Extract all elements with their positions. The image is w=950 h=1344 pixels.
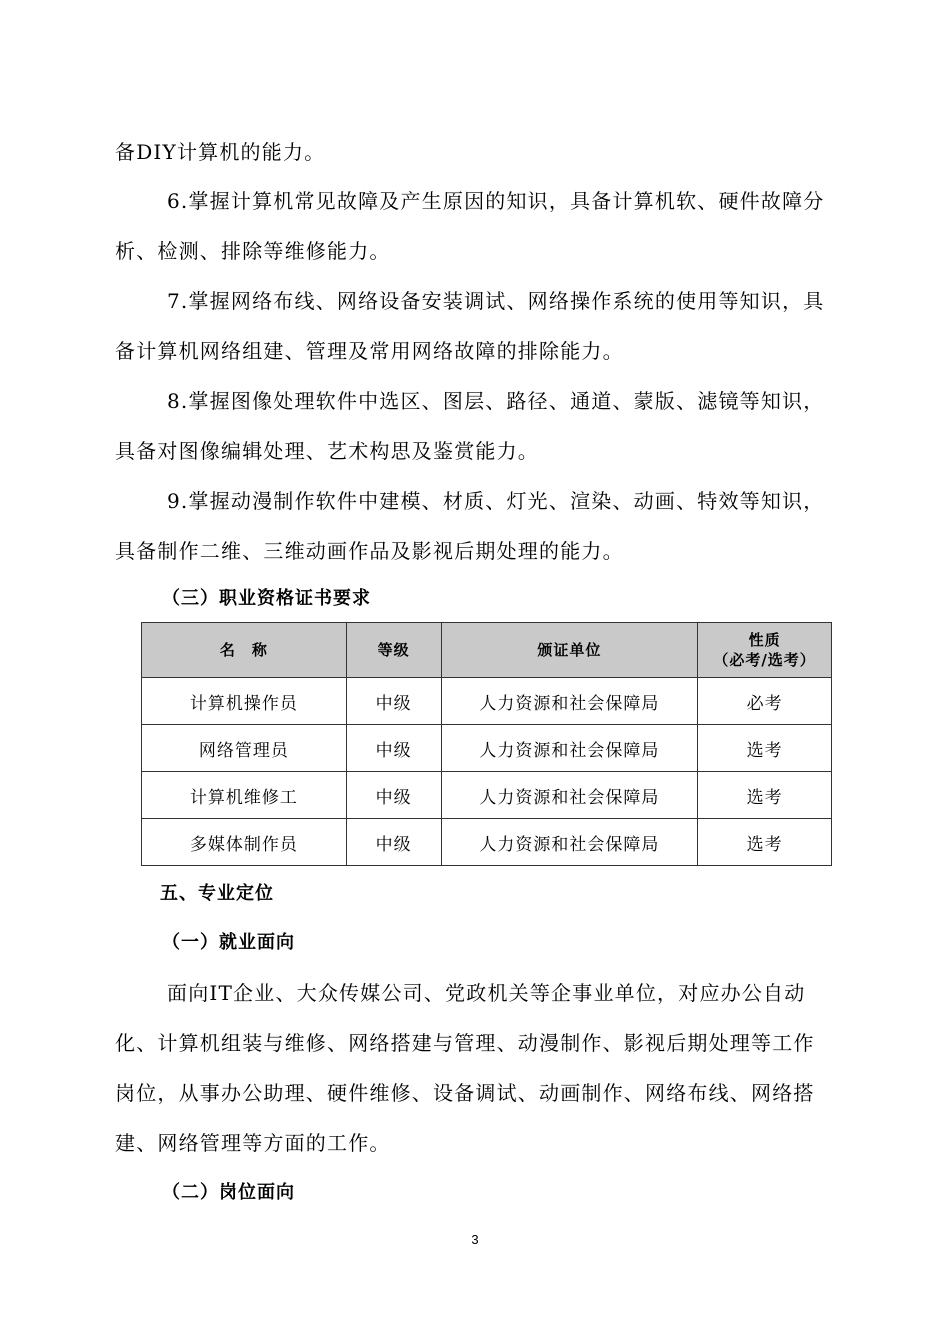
section-5-heading: 五、专业定位 bbox=[160, 883, 274, 904]
paragraph-7-line-2: 备计算机网络组建、管理及常用网络故障的排除能力。 bbox=[115, 339, 624, 363]
cell-issuer: 人力资源和社会保障局 bbox=[441, 725, 698, 772]
header-name: 名 称 bbox=[142, 623, 347, 678]
cell-level: 中级 bbox=[346, 819, 441, 866]
position-heading: （二）岗位面向 bbox=[162, 1182, 295, 1203]
cell-name: 计算机维修工 bbox=[142, 772, 347, 819]
employment-line-3: 岗位，从事办公助理、硬件维修、设备调试、动画制作、网络布线、网络搭 bbox=[115, 1081, 815, 1105]
paragraph-6-line-1: 6.掌握计算机常见故障及产生原因的知识，具备计算机软、硬件故障分 bbox=[167, 189, 825, 213]
cell-level: 中级 bbox=[346, 725, 441, 772]
cell-nature: 选考 bbox=[698, 725, 832, 772]
certificate-table bbox=[141, 622, 832, 866]
paragraph-7-line-1: 7.掌握网络布线、网络设备安装调试、网络操作系统的使用等知识，具 bbox=[167, 289, 825, 313]
paragraph-8-line-1: 8.掌握图像处理软件中选区、图层、路径、通道、蒙版、滤镜等知识， bbox=[167, 389, 825, 413]
paragraph-6-line-2: 析、检测、排除等维修能力。 bbox=[115, 239, 391, 263]
table-row bbox=[142, 678, 832, 725]
cell-nature: 必考 bbox=[698, 678, 832, 725]
page-number: 3 bbox=[471, 1232, 479, 1247]
paragraph-5-continuation: 备DIY计算机的能力。 bbox=[115, 140, 326, 164]
employment-line-4: 建、网络管理等方面的工作。 bbox=[115, 1131, 391, 1155]
cell-issuer: 人力资源和社会保障局 bbox=[441, 819, 698, 866]
cell-nature: 选考 bbox=[698, 819, 832, 866]
cell-level: 中级 bbox=[346, 678, 441, 725]
table-row bbox=[142, 725, 832, 772]
cert-heading: （三）职业资格证书要求 bbox=[162, 588, 371, 609]
employment-heading: （一）就业面向 bbox=[162, 932, 295, 953]
table-row bbox=[142, 819, 832, 866]
employment-line-2: 化、计算机组装与维修、网络搭建与管理、动漫制作、影视后期处理等工作 bbox=[115, 1031, 815, 1055]
cell-name: 计算机操作员 bbox=[142, 678, 347, 725]
header-nature-line-2: （必考/选考） bbox=[713, 651, 816, 669]
cell-issuer: 人力资源和社会保障局 bbox=[441, 772, 698, 819]
paragraph-8-line-2: 具备对图像编辑处理、艺术构思及鉴赏能力。 bbox=[115, 439, 539, 463]
employment-line-1: 面向IT企业、大众传媒公司、党政机关等企事业单位，对应办公自动 bbox=[167, 981, 806, 1005]
cell-name: 多媒体制作员 bbox=[142, 819, 347, 866]
cell-level: 中级 bbox=[346, 772, 441, 819]
header-level: 等级 bbox=[346, 623, 441, 678]
paragraph-9-line-1: 9.掌握动漫制作软件中建模、材质、灯光、渲染、动画、特效等知识， bbox=[167, 489, 825, 513]
cell-name: 网络管理员 bbox=[142, 725, 347, 772]
header-nature bbox=[698, 623, 832, 678]
table-row bbox=[142, 772, 832, 819]
header-issuer: 颁证单位 bbox=[441, 623, 698, 678]
cell-issuer: 人力资源和社会保障局 bbox=[441, 678, 698, 725]
table-header-row bbox=[142, 623, 832, 678]
cell-nature: 选考 bbox=[698, 772, 832, 819]
paragraph-9-line-2: 具备制作二维、三维动画作品及影视后期处理的能力。 bbox=[115, 539, 624, 563]
header-nature-line-1: 性质 bbox=[748, 631, 781, 649]
